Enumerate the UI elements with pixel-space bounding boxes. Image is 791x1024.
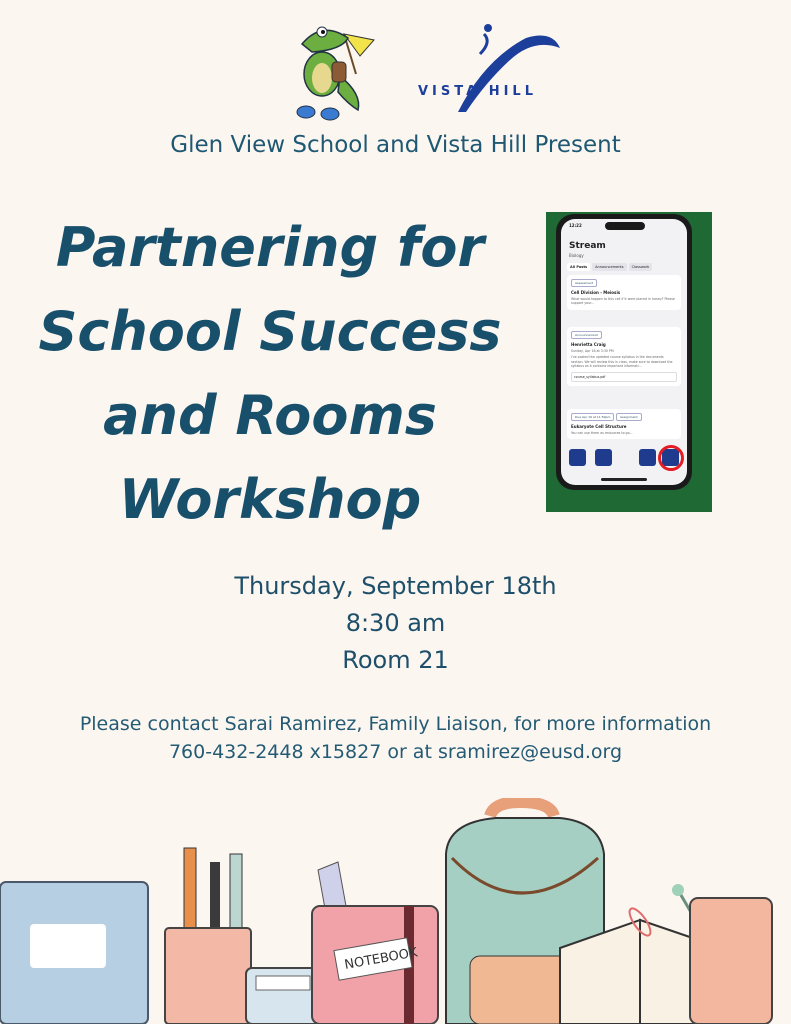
post-card	[567, 275, 681, 310]
post-text: I've posted the updated course syllabus in the documents section. We will review this in class, make sure to download the syllabus as it contains important informati...	[571, 355, 673, 369]
phone-screenshot-panel	[546, 212, 712, 512]
calculator-icon	[246, 968, 320, 1024]
nav-button	[569, 449, 586, 466]
phone-notch	[605, 222, 645, 230]
phone-frame	[556, 214, 692, 490]
vista-hill-swoosh-icon	[414, 20, 586, 116]
status-time: 12:22	[569, 223, 582, 228]
post-text: What would happen to this cell if it were placed in honey? Please support your...	[571, 297, 675, 306]
contact-info	[0, 710, 791, 766]
post-card	[567, 327, 681, 386]
logo-row	[0, 14, 791, 126]
post-tag: Assessment	[571, 279, 597, 287]
title-line-2: School Success	[38, 300, 502, 363]
event-details	[0, 568, 791, 679]
pink-notebook-icon	[312, 906, 438, 1024]
tab-announcements: Announcements	[592, 263, 626, 271]
nav-button	[639, 449, 656, 466]
event-date: Thursday, September 18th	[234, 572, 557, 600]
post-date: Sunday, Apr 16 at 3:30 PM	[571, 349, 614, 353]
title-line-3: and Rooms	[103, 384, 437, 447]
title-line-1: Partnering for	[55, 216, 485, 279]
contact-line-1: Please contact Sarai Ramirez, Family Liaison, for more information	[79, 713, 712, 735]
post-due: Due Apr 16 at 11:59pm	[571, 413, 614, 421]
presenters-line: Glen View School and Vista Hill Present	[170, 132, 621, 158]
pencil-cup-icon	[165, 848, 251, 1024]
post-text: You can use them as resources to go...	[571, 431, 633, 435]
contact-line-2: 760-432-2448 x15827 or at sramirez@eusd.org	[168, 741, 623, 763]
workshop-title	[20, 206, 520, 542]
notebook-label: NOTEBOOK	[343, 945, 419, 973]
stream-subtitle: Biology	[569, 253, 584, 258]
bottom-nav	[567, 449, 681, 471]
tab-classwork: Classwork	[629, 263, 653, 271]
post-card	[567, 409, 681, 439]
home-indicator	[601, 478, 647, 481]
highlight-ring	[658, 445, 684, 471]
colored-pencils-box-icon	[690, 898, 772, 1024]
gator-mascot-icon	[282, 14, 382, 122]
attachment-file: course_syllabus.pdf	[571, 372, 677, 382]
stream-title: Stream	[569, 241, 606, 251]
post-tag: Announcement	[571, 331, 602, 339]
tab-all-posts: All Posts	[567, 263, 590, 271]
post-author: Henrietta Craig	[571, 342, 606, 347]
title-line-4: Workshop	[118, 468, 422, 531]
school-supplies-illustration	[0, 798, 791, 1024]
post-title: Cell Division - Meiosis	[571, 290, 621, 295]
event-time: 8:30 am	[345, 609, 446, 637]
stream-tabs	[567, 263, 652, 271]
event-room: Room 21	[342, 646, 449, 674]
spiral-notebook-icon	[0, 882, 148, 1024]
nav-button	[595, 449, 612, 466]
post-title: Eukaryote Cell Structure	[571, 424, 627, 429]
phone-screen	[561, 219, 687, 485]
vista-hill-wordmark: VISTA HILL	[418, 84, 537, 99]
post-tag: Assignment	[616, 413, 642, 421]
